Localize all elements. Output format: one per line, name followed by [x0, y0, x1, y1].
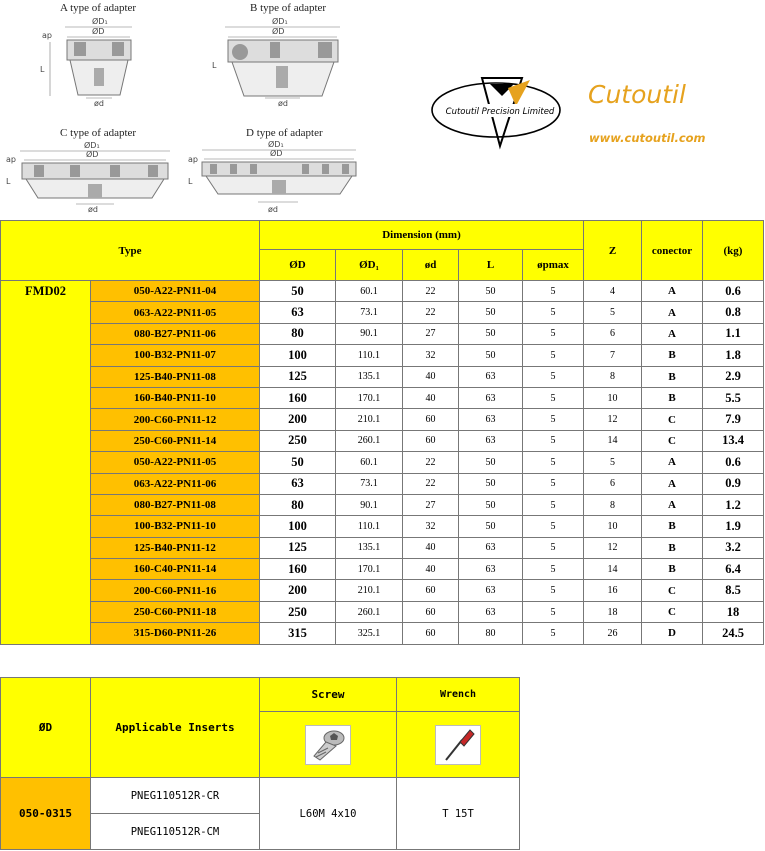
kg-cell: 6.4 [703, 559, 764, 580]
conector-cell: B [642, 516, 703, 537]
kg-cell: 0.6 [703, 452, 764, 473]
z-cell: 6 [584, 323, 642, 344]
table-row [1, 281, 764, 302]
od1-cell: 73.1 [336, 473, 403, 494]
conector-cell: B [642, 559, 703, 580]
od-cell: 315 [260, 623, 336, 644]
d-cell: 22 [403, 281, 459, 302]
svg-text:ap: ap [188, 155, 198, 164]
kg-cell: 8.5 [703, 580, 764, 601]
d-cell: 27 [403, 323, 459, 344]
pmax-cell: 5 [523, 559, 584, 580]
od-cell: 80 [260, 323, 336, 344]
l-col-header: L [459, 250, 523, 281]
l-cell: 50 [459, 302, 523, 323]
svg-text:ØD: ØD [272, 27, 285, 36]
od-col-header: ØD [260, 250, 336, 281]
pmax-cell: 5 [523, 473, 584, 494]
diagram-a-drawing [30, 0, 140, 110]
svg-text:ap: ap [6, 155, 16, 164]
l-cell: 63 [459, 537, 523, 558]
od1-cell: 170.1 [336, 559, 403, 580]
d-cell: 40 [403, 559, 459, 580]
z-header: Z [584, 221, 642, 281]
svg-text:L: L [6, 177, 11, 186]
model-cell: 080-B27-PN11-06 [91, 323, 260, 344]
acc-screw-icon-cell [260, 712, 397, 778]
od-cell: 125 [260, 537, 336, 558]
model-cell: 160-C40-PN11-14 [91, 559, 260, 580]
pmax-cell: 5 [523, 366, 584, 387]
diagram-c-drawing [0, 126, 180, 216]
l-cell: 50 [459, 473, 523, 494]
od-cell: 250 [260, 430, 336, 451]
diagram-d-caption: D type of adapter [246, 127, 323, 139]
pmax-cell: 5 [523, 452, 584, 473]
table-row [1, 409, 764, 430]
d-cell: 40 [403, 366, 459, 387]
acc-screw-value: L60M 4x10 [260, 778, 397, 850]
conector-cell: A [642, 323, 703, 344]
z-cell: 18 [584, 601, 642, 622]
od-cell: 250 [260, 601, 336, 622]
model-cell: 050-A22-PN11-04 [91, 281, 260, 302]
table-row [1, 623, 764, 644]
od-cell: 50 [260, 281, 336, 302]
svg-text:L: L [40, 65, 45, 74]
pmax-cell: 5 [523, 281, 584, 302]
od1-cell: 90.1 [336, 323, 403, 344]
l-cell: 63 [459, 366, 523, 387]
conector-cell: B [642, 537, 703, 558]
conector-header: conector [642, 221, 703, 281]
z-cell: 6 [584, 473, 642, 494]
z-cell: 14 [584, 430, 642, 451]
kg-header: (kg) [703, 221, 764, 281]
l-cell: 50 [459, 345, 523, 366]
z-cell: 8 [584, 494, 642, 515]
pmax-cell: 5 [523, 302, 584, 323]
od-cell: 100 [260, 516, 336, 537]
acc-wrench-value: T 15T [397, 778, 520, 850]
model-cell: 100-B32-PN11-07 [91, 345, 260, 366]
model-cell: 080-B27-PN11-08 [91, 494, 260, 515]
conector-cell: A [642, 302, 703, 323]
accessory-table [0, 677, 520, 850]
diagram-b-type [210, 0, 350, 110]
od-cell: 125 [260, 366, 336, 387]
svg-text:ød: ød [88, 205, 98, 214]
kg-cell: 13.4 [703, 430, 764, 451]
d-cell: 40 [403, 387, 459, 408]
screw-icon [305, 725, 351, 765]
l-cell: 63 [459, 409, 523, 430]
z-cell: 26 [584, 623, 642, 644]
conector-cell: B [642, 366, 703, 387]
d-cell: 60 [403, 430, 459, 451]
z-cell: 14 [584, 559, 642, 580]
od1-cell: 90.1 [336, 494, 403, 515]
model-cell: 160-B40-PN11-10 [91, 387, 260, 408]
table-row [1, 452, 764, 473]
z-cell: 10 [584, 387, 642, 408]
d-cell: 32 [403, 345, 459, 366]
kg-cell: 0.8 [703, 302, 764, 323]
table-row [1, 345, 764, 366]
svg-text:ØD₁: ØD₁ [268, 140, 284, 149]
pmax-col-header: øpmax [523, 250, 584, 281]
kg-cell: 1.2 [703, 494, 764, 515]
svg-text:ød: ød [268, 205, 278, 214]
z-cell: 16 [584, 580, 642, 601]
l-cell: 63 [459, 559, 523, 580]
kg-cell: 1.1 [703, 323, 764, 344]
table-row [1, 366, 764, 387]
od-cell: 63 [260, 302, 336, 323]
svg-text:ØD: ØD [270, 149, 283, 158]
z-cell: 10 [584, 516, 642, 537]
table-row [1, 323, 764, 344]
logo-ring-text: Cutoutil Precision Limited [445, 107, 555, 117]
l-cell: 50 [459, 452, 523, 473]
pmax-cell: 5 [523, 494, 584, 515]
l-cell: 50 [459, 494, 523, 515]
l-cell: 50 [459, 323, 523, 344]
pmax-cell: 5 [523, 387, 584, 408]
diagram-b-drawing [210, 0, 350, 110]
od1-cell: 210.1 [336, 409, 403, 430]
kg-cell: 18 [703, 601, 764, 622]
od-cell: 80 [260, 494, 336, 515]
od1-cell: 135.1 [336, 537, 403, 558]
svg-text:ØD: ØD [86, 150, 99, 159]
od1-cell: 210.1 [336, 580, 403, 601]
l-cell: 63 [459, 580, 523, 601]
od1-cell: 135.1 [336, 366, 403, 387]
z-cell: 12 [584, 409, 642, 430]
diagram-a-type [30, 0, 140, 110]
od-cell: 100 [260, 345, 336, 366]
conector-cell: B [642, 345, 703, 366]
od-cell: 50 [260, 452, 336, 473]
d-col-header: ød [403, 250, 459, 281]
diagram-d-type [186, 126, 362, 216]
d-cell: 22 [403, 473, 459, 494]
od1-cell: 260.1 [336, 430, 403, 451]
svg-text:ØD₁: ØD₁ [92, 17, 108, 26]
svg-text:ød: ød [278, 99, 288, 108]
table-row [1, 430, 764, 451]
od1-cell: 110.1 [336, 516, 403, 537]
l-cell: 63 [459, 601, 523, 622]
model-cell: 315-D60-PN11-26 [91, 623, 260, 644]
wrench-icon [435, 725, 481, 765]
kg-cell: 2.9 [703, 366, 764, 387]
z-cell: 4 [584, 281, 642, 302]
od1-cell: 60.1 [336, 281, 403, 302]
acc-screw-header: Screw [260, 678, 397, 712]
conector-cell: C [642, 601, 703, 622]
model-cell: 125-B40-PN11-12 [91, 537, 260, 558]
model-cell: 125-B40-PN11-08 [91, 366, 260, 387]
brand-url: www.cutoutil.com [589, 131, 706, 145]
conector-cell: D [642, 623, 703, 644]
pmax-cell: 5 [523, 430, 584, 451]
diagram-d-drawing [186, 126, 362, 216]
pmax-cell: 5 [523, 345, 584, 366]
svg-text:ØD₁: ØD₁ [84, 141, 100, 150]
diagram-a-caption: A type of adapter [60, 2, 137, 14]
spec-table [0, 220, 764, 645]
kg-cell: 24.5 [703, 623, 764, 644]
l-cell: 80 [459, 623, 523, 644]
conector-cell: A [642, 281, 703, 302]
acc-insert-2: PNEG110512R-CM [91, 814, 260, 850]
table-row [1, 516, 764, 537]
od1-cell: 60.1 [336, 452, 403, 473]
svg-text:L: L [188, 177, 193, 186]
kg-cell: 1.9 [703, 516, 764, 537]
model-cell: 200-C60-PN11-12 [91, 409, 260, 430]
pmax-cell: 5 [523, 516, 584, 537]
model-cell: 200-C60-PN11-16 [91, 580, 260, 601]
od1-cell: 73.1 [336, 302, 403, 323]
acc-range: 050-0315 [1, 778, 91, 850]
od-cell: 63 [260, 473, 336, 494]
conector-cell: B [642, 387, 703, 408]
diagram-c-type [0, 126, 180, 216]
dimension-header: Dimension (mm) [260, 221, 584, 250]
model-cell: 063-A22-PN11-05 [91, 302, 260, 323]
pmax-cell: 5 [523, 601, 584, 622]
od1-cell: 170.1 [336, 387, 403, 408]
od-cell: 160 [260, 559, 336, 580]
pmax-cell: 5 [523, 623, 584, 644]
table-row [1, 494, 764, 515]
od1-cell: 260.1 [336, 601, 403, 622]
d-cell: 27 [403, 494, 459, 515]
d-cell: 60 [403, 580, 459, 601]
acc-inserts-header: Applicable Inserts [91, 678, 260, 778]
kg-cell: 5.5 [703, 387, 764, 408]
z-cell: 5 [584, 302, 642, 323]
pmax-cell: 5 [523, 409, 584, 430]
conector-cell: C [642, 409, 703, 430]
acc-od-header: ØD [1, 678, 91, 778]
pmax-cell: 5 [523, 537, 584, 558]
model-cell: 250-C60-PN11-18 [91, 601, 260, 622]
acc-wrench-header: Wrench [397, 678, 520, 712]
table-row [1, 580, 764, 601]
svg-text:L: L [212, 61, 217, 70]
table-row [1, 559, 764, 580]
kg-cell: 1.8 [703, 345, 764, 366]
acc-wrench-icon-cell [397, 712, 520, 778]
l-cell: 63 [459, 430, 523, 451]
l-cell: 63 [459, 387, 523, 408]
model-cell: 063-A22-PN11-06 [91, 473, 260, 494]
conector-cell: A [642, 473, 703, 494]
brand-name: Cutoutil [588, 80, 686, 109]
conector-cell: C [642, 580, 703, 601]
pmax-cell: 5 [523, 580, 584, 601]
svg-text:ap: ap [42, 31, 52, 40]
conector-cell: C [642, 430, 703, 451]
od-cell: 200 [260, 409, 336, 430]
svg-text:ØD: ØD [92, 27, 105, 36]
kg-cell: 7.9 [703, 409, 764, 430]
od-cell: 200 [260, 580, 336, 601]
kg-cell: 0.6 [703, 281, 764, 302]
d-cell: 60 [403, 409, 459, 430]
od-cell: 160 [260, 387, 336, 408]
d-cell: 22 [403, 302, 459, 323]
acc-insert-1: PNEG110512R-CR [91, 778, 260, 814]
z-cell: 8 [584, 366, 642, 387]
svg-text:ØD₁: ØD₁ [272, 17, 288, 26]
l-cell: 50 [459, 281, 523, 302]
kg-cell: 0.9 [703, 473, 764, 494]
diagram-c-caption: C type of adapter [60, 127, 137, 139]
l-cell: 50 [459, 516, 523, 537]
d-cell: 60 [403, 623, 459, 644]
model-cell: 050-A22-PN11-05 [91, 452, 260, 473]
table-row [1, 302, 764, 323]
od1-col-header: ØD₁ [336, 250, 403, 281]
z-cell: 5 [584, 452, 642, 473]
z-cell: 7 [584, 345, 642, 366]
model-cell: 100-B32-PN11-10 [91, 516, 260, 537]
conector-cell: A [642, 452, 703, 473]
table-row [1, 601, 764, 622]
table-row [1, 387, 764, 408]
model-cell: 250-C60-PN11-14 [91, 430, 260, 451]
pmax-cell: 5 [523, 323, 584, 344]
d-cell: 32 [403, 516, 459, 537]
company-logo [430, 62, 570, 154]
table-row [1, 473, 764, 494]
table-row [1, 537, 764, 558]
z-cell: 12 [584, 537, 642, 558]
svg-text:ød: ød [94, 99, 104, 108]
series-cell: FMD02 [1, 281, 91, 645]
type-header: Type [1, 221, 260, 281]
diagram-b-caption: B type of adapter [250, 2, 327, 14]
od1-cell: 325.1 [336, 623, 403, 644]
kg-cell: 3.2 [703, 537, 764, 558]
d-cell: 40 [403, 537, 459, 558]
conector-cell: A [642, 494, 703, 515]
d-cell: 60 [403, 601, 459, 622]
d-cell: 22 [403, 452, 459, 473]
od1-cell: 110.1 [336, 345, 403, 366]
